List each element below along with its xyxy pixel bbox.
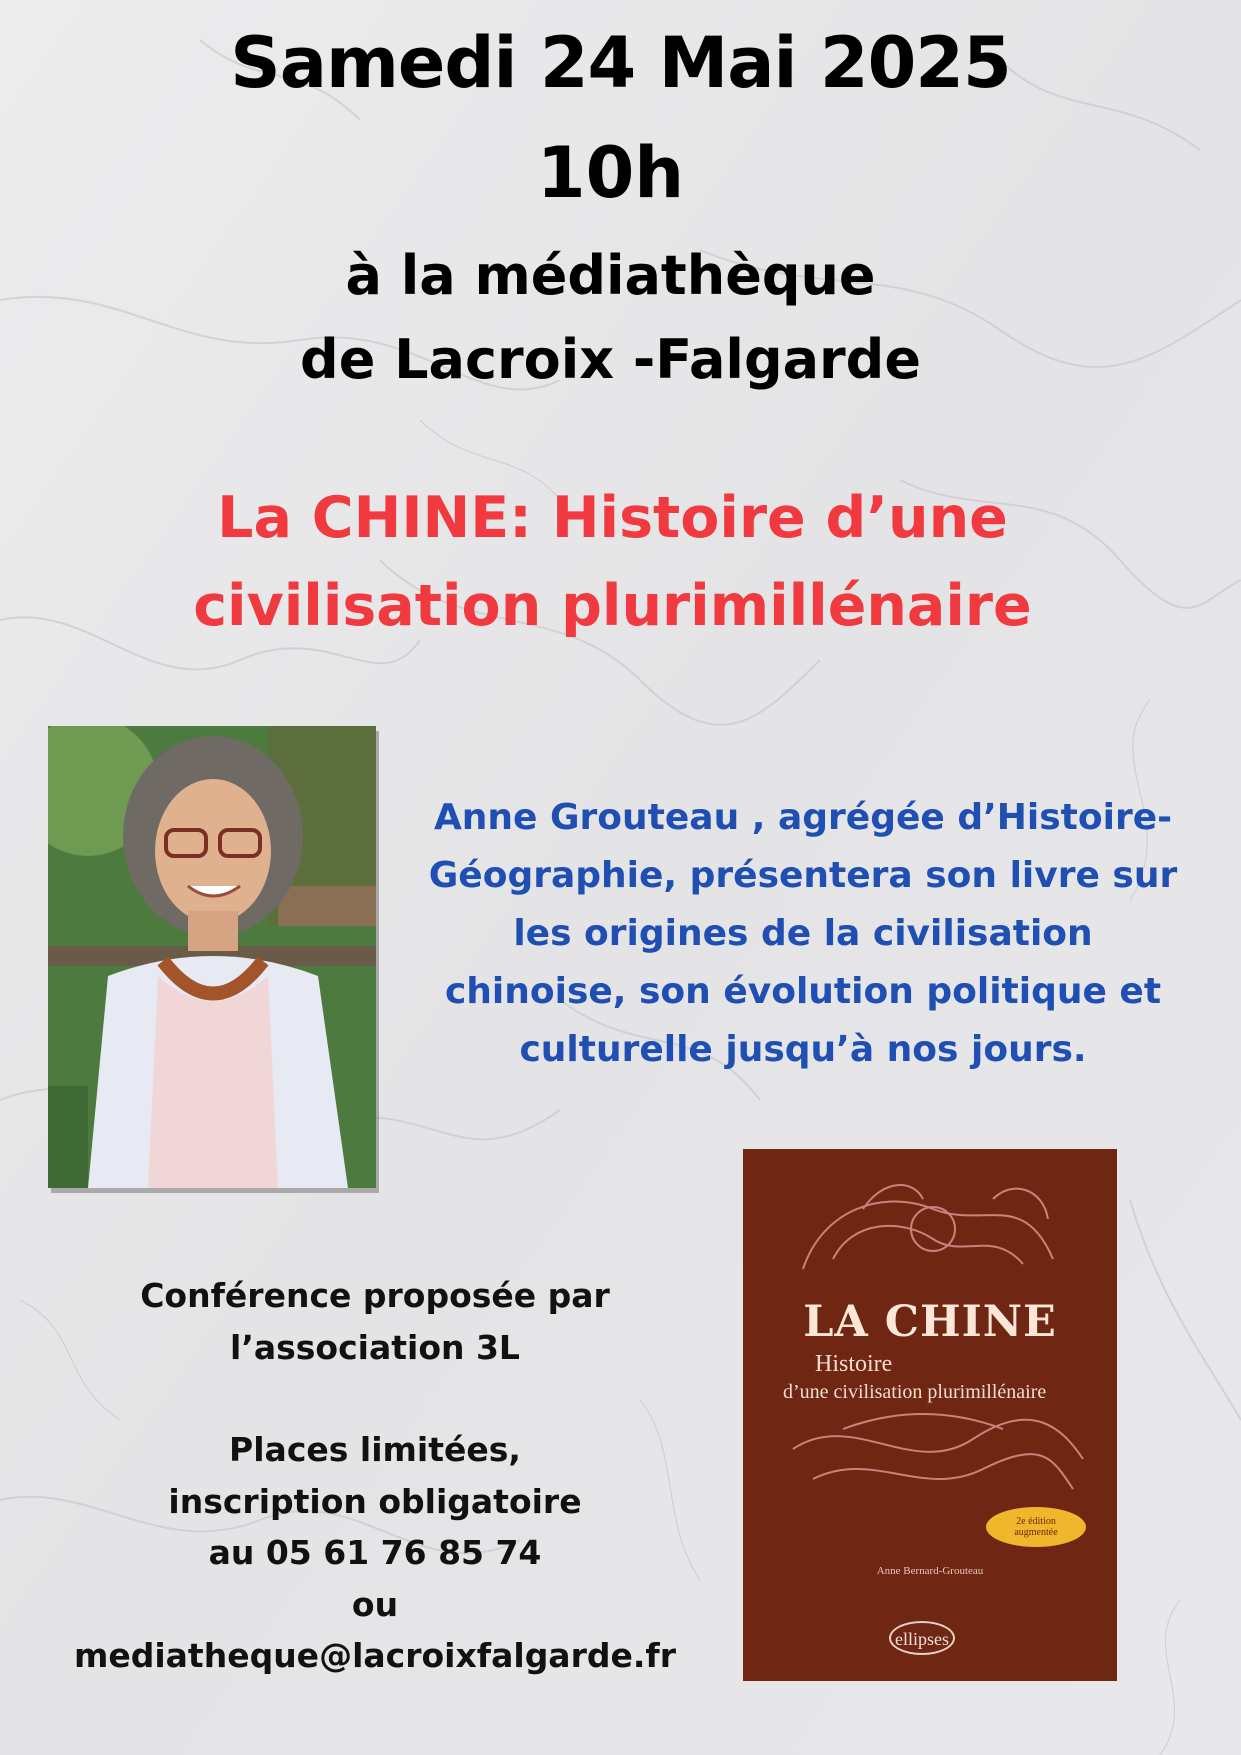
description-line: chinoise, son évolution politique et xyxy=(444,971,1162,1012)
event-venue xyxy=(0,234,1231,402)
description-line: Anne Grouteau , agrégée d’Histoire- xyxy=(433,797,1173,838)
book-cover xyxy=(743,1149,1117,1681)
practical-info xyxy=(40,1270,710,1682)
organizer-line-1: Conférence proposée par xyxy=(140,1276,610,1315)
description-line: les origines de la civilisation xyxy=(513,913,1093,954)
talk-title-line-1: La CHINE: Histoire d’une xyxy=(217,485,1008,551)
description-line: culturelle jusqu’à nos jours. xyxy=(519,1029,1087,1070)
talk-title xyxy=(0,474,1233,650)
badge-line-1: 2e édition xyxy=(1016,1516,1056,1527)
book-title: LA CHINE xyxy=(803,1297,1057,1347)
venue-line-1: à la médiathèque xyxy=(345,244,876,307)
edition-badge xyxy=(986,1507,1086,1547)
speaker-photo xyxy=(48,726,376,1188)
talk-description xyxy=(418,789,1188,1079)
or-text: ou xyxy=(351,1584,399,1624)
description-line: Géographie, présentera son livre sur xyxy=(428,855,1178,896)
organizer-line-2: l’association 3L xyxy=(230,1327,520,1367)
book-subtitle-1: Histoire xyxy=(815,1351,893,1377)
badge-line-2: augmentée xyxy=(1014,1527,1058,1538)
event-time: 10h xyxy=(536,132,685,214)
email-address[interactable]: mediatheque@lacroixfalgarde.fr xyxy=(73,1636,677,1675)
publisher-logo: ellipses xyxy=(889,1621,955,1655)
phone-number[interactable]: au 05 61 76 85 74 xyxy=(208,1533,542,1572)
venue-line-2: de Lacroix -Falgarde xyxy=(300,328,921,391)
event-date: Samedi 24 Mai 2025 xyxy=(230,22,1011,104)
talk-title-line-2: civilisation plurimillénaire xyxy=(193,573,1032,639)
book-subtitle-2: d’une civilisation plurimillénaire xyxy=(783,1381,1047,1403)
dragon-ornament-icon xyxy=(743,1149,1117,1681)
places-line-1: Places limitées, xyxy=(229,1430,521,1469)
places-line-2: inscription obligatoire xyxy=(168,1481,582,1521)
book-author: Anne Bernard-Grouteau xyxy=(876,1565,984,1577)
